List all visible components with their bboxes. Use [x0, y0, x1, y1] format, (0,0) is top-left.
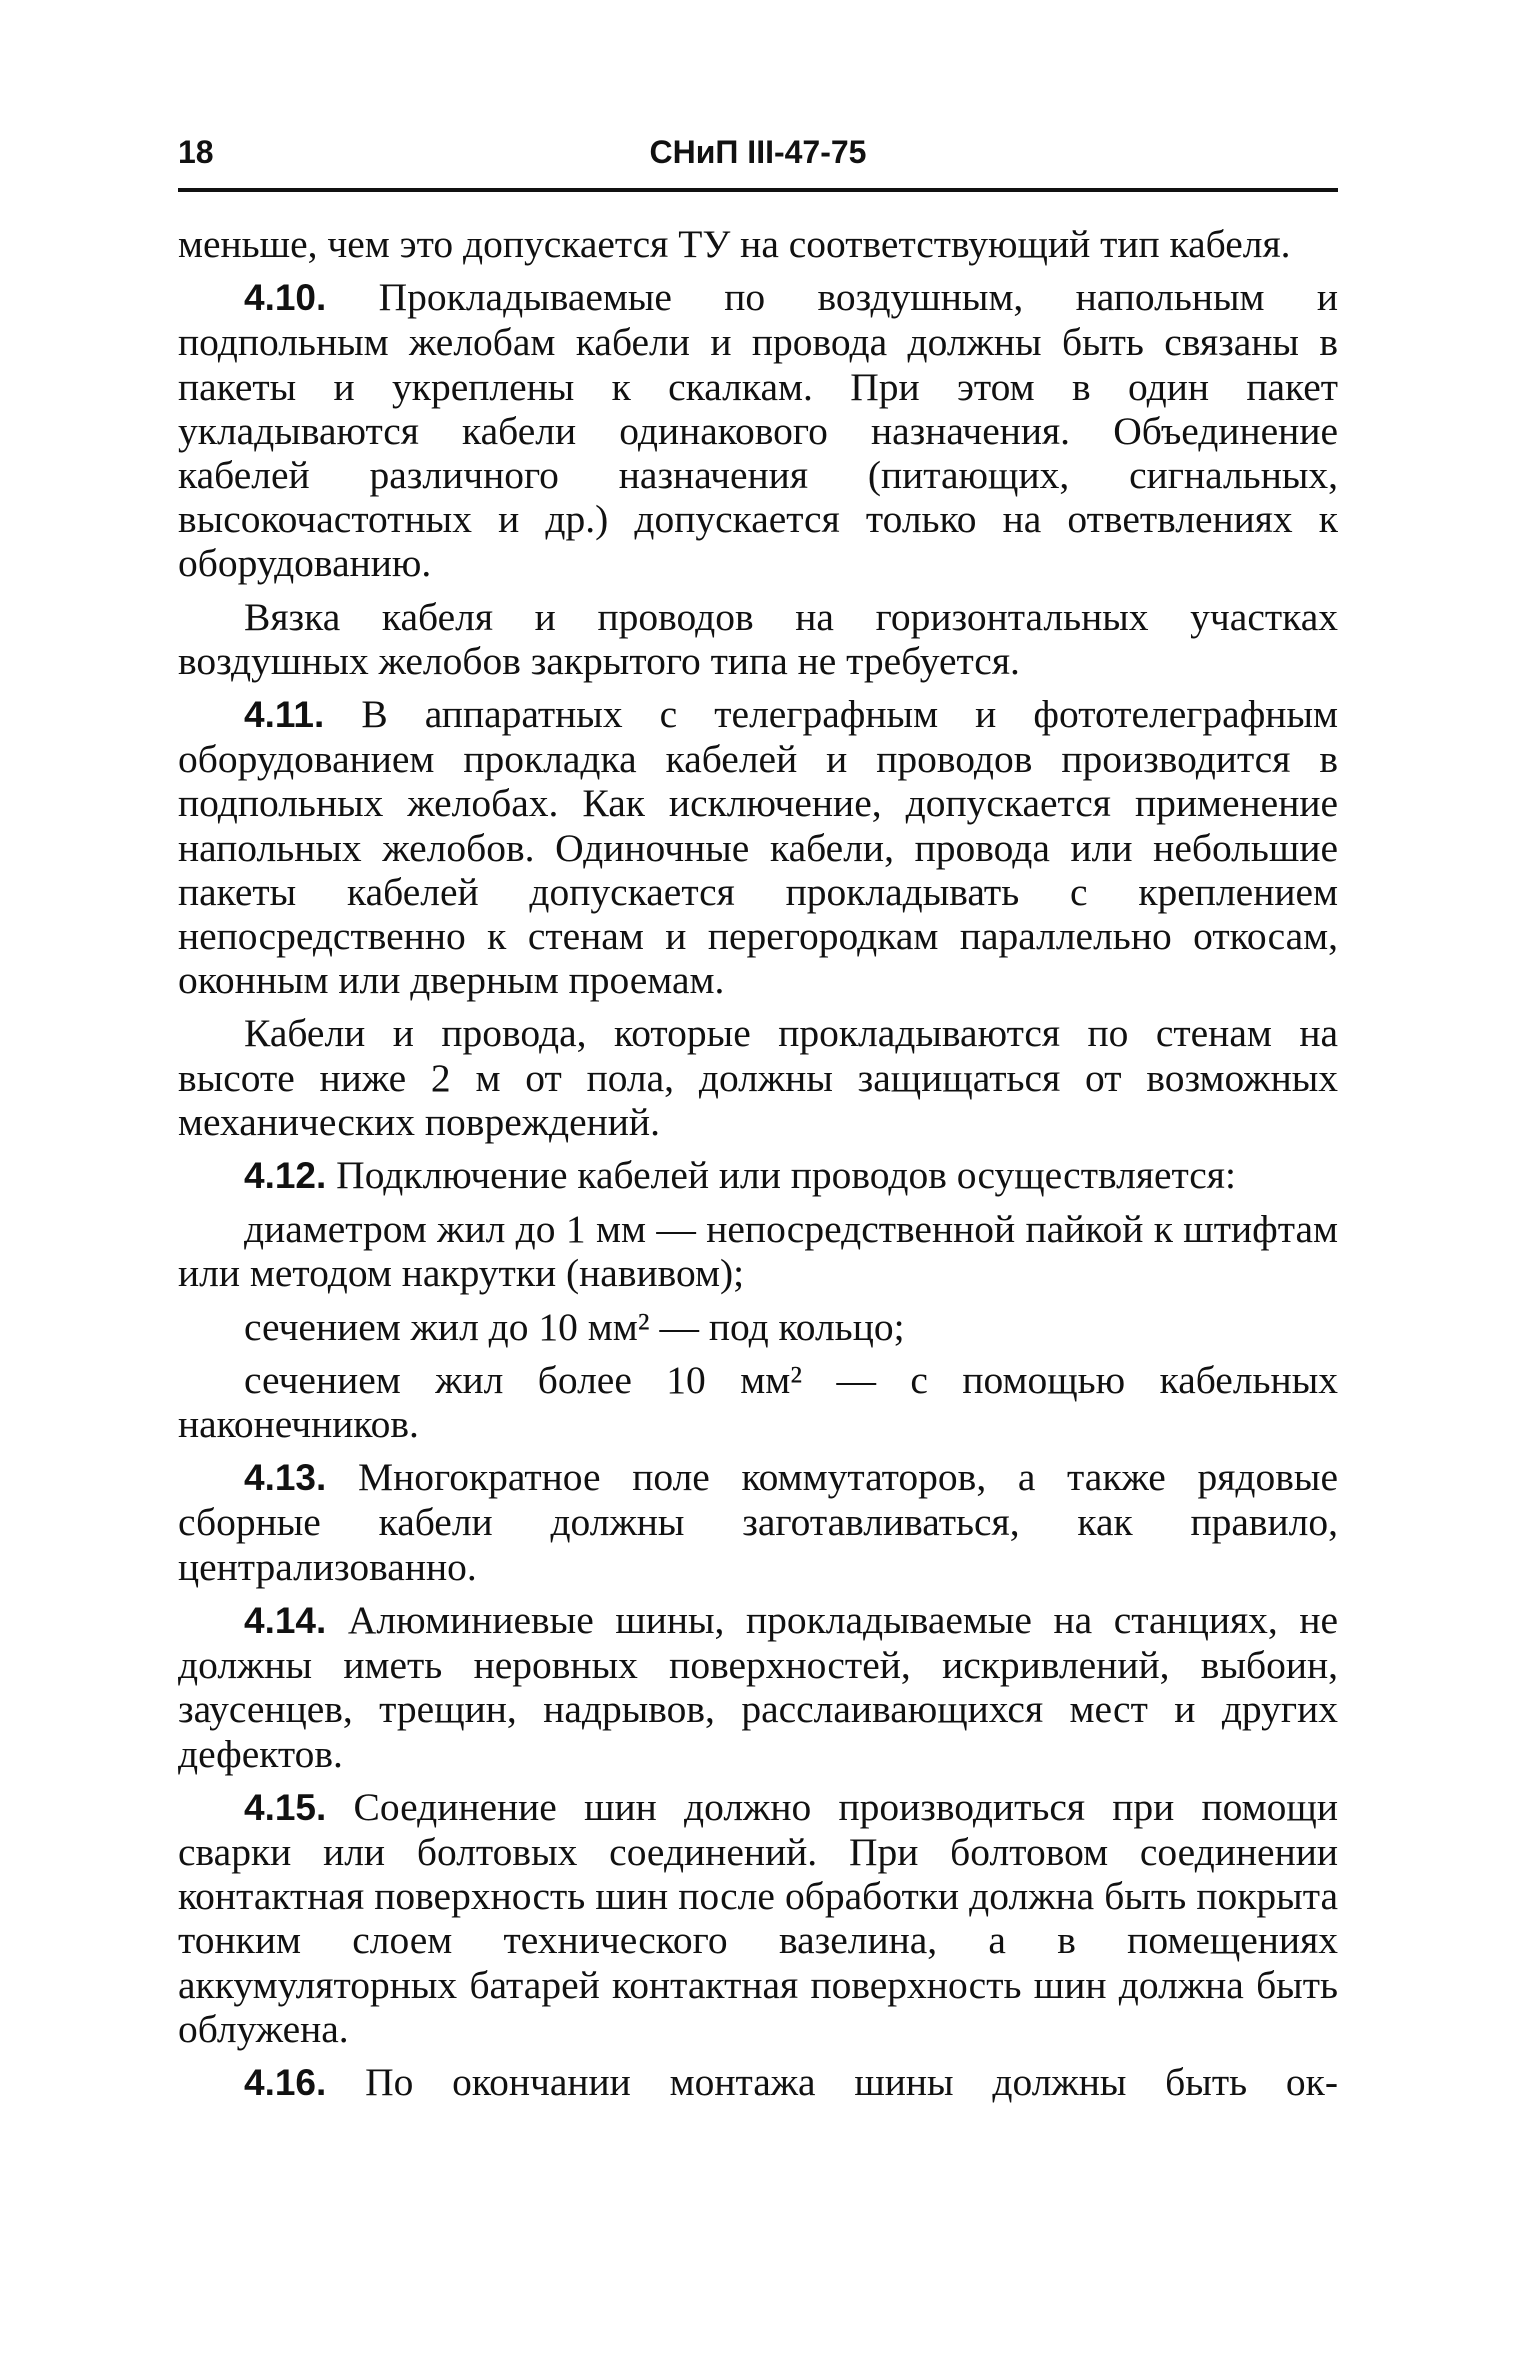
body-text [178, 222, 1338, 2105]
header-rule [178, 188, 1338, 192]
clause-4-13: 4.13. Многократное поле коммутаторов, а также рядовые сборные кабели должны заготавливаться, как правило, централизованно. [178, 1455, 1338, 1589]
clause-4-10: 4.10. Прокладываемые по воздушным, напольным и подпольным желобам кабели и провода должны быть связаны в пакеты и укреплены к скалкам. При этом в один пакет укладываются кабели одинакового назначения. Объединение кабелей различного назначения (питающих, сигнальных, высокочастотных и др.) допускается только на ответвлениях к оборудованию. [178, 275, 1338, 586]
page-header [178, 120, 1338, 184]
clause-number: 4.12. [244, 1155, 327, 1197]
document-code: СНиП III-47-75 [649, 134, 867, 170]
clause-4-12: 4.12. Подключение кабелей или проводов осуществляется: [244, 1153, 1236, 1198]
list-item-diameter: диаметром жил до 1 мм — непосредственной пайкой к штифтам или методом накрутки (навивом); [178, 1207, 1338, 1296]
paragraph-continuation: меньше, чем это допускается ТУ на соответствующий тип кабеля. [178, 222, 1291, 266]
clause-number: 4.11. [244, 694, 325, 736]
paragraph-cable-binding: Вязка кабеля и проводов на горизонтальных участках воздушных желобов закрытого типа не требуется. [178, 594, 1338, 683]
clause-number: 4.13. [244, 1457, 327, 1499]
clause-number: 4.10. [244, 277, 327, 319]
document-page [178, 120, 1338, 2114]
clause-number: 4.16. [244, 2061, 327, 2103]
paragraph-wall-cables: Кабели и провода, которые прокладываются по стенам на высоте ниже 2 м от пола, должны защищаться от возможных механических повреждений. [178, 1011, 1338, 1144]
page-number: 18 [178, 134, 214, 170]
clause-4-15: 4.15. Соединение шин должно производиться при помощи сварки или болтовых соединений. При болтовом соединении контактная поверхность шин после обработки должна быть покрыта тонким слоем технического вазелина, а в помещениях аккумуляторных батарей контактная поверхность шин должна быть облужена. [178, 1784, 1338, 2051]
clause-4-14: 4.14. Алюминиевые шины, прокладываемые на станциях, не должны иметь неровных поверхностей, искривлений, выбоин, заусенцев, трещин, надрывов, расслаивающихся мест и других дефектов. [178, 1597, 1338, 1776]
clause-number: 4.15. [244, 1786, 327, 1828]
clause-4-16: 4.16. По окончании монтажа шины должны быть ок- [244, 2059, 1338, 2104]
list-item-section-large: сечением жил более 10 мм² — с помощью кабельных наконечников. [178, 1357, 1338, 1447]
clause-number: 4.14. [244, 1599, 327, 1641]
clause-4-11: 4.11. В аппаратных с телеграфным и фототелеграфным оборудованием прокладка кабелей и проводов производится в подпольных желобах. Как исключение, допускается применение напольных желобов. Одиночные кабели, провода или небольшие пакеты кабелей допускается прокладывать с креплением непосредственно к стенам и перегородкам параллельно откосам, оконным или дверным проемам. [178, 692, 1338, 1003]
list-item-section-small: сечением жил до 10 мм² — под кольцо; [244, 1304, 905, 1349]
